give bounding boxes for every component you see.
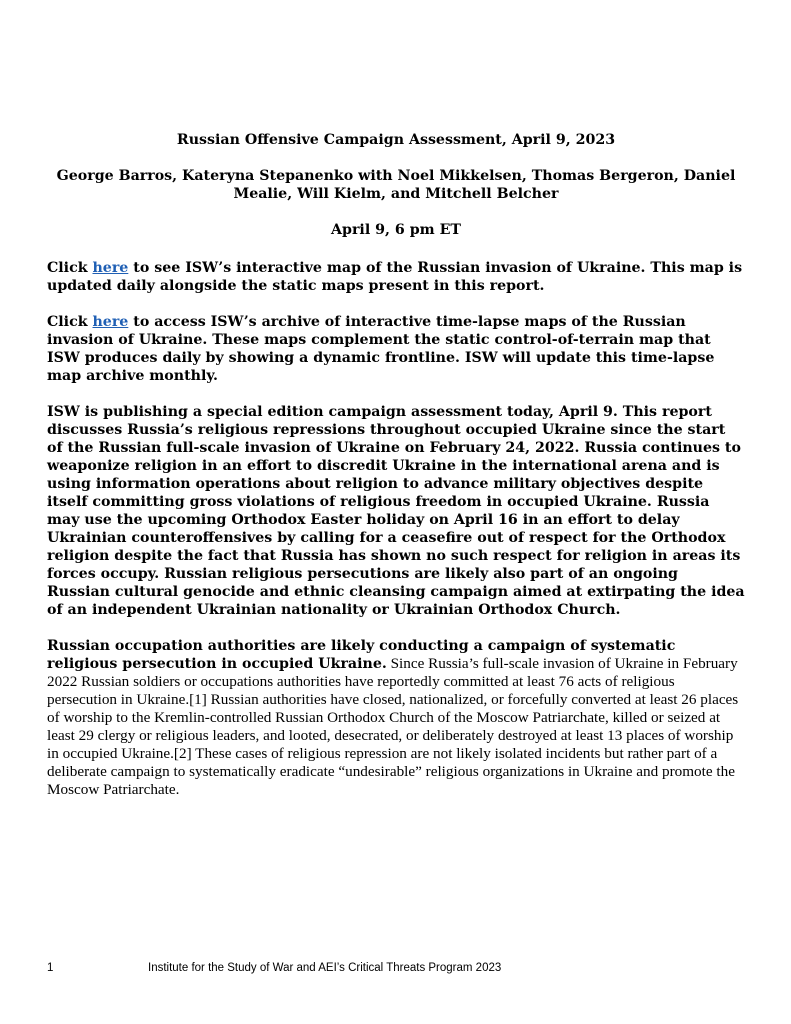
timelapse-archive-paragraph <box>47 313 745 385</box>
report-date: April 9, 6 pm ET <box>331 222 461 238</box>
interactive-map-link[interactable]: here <box>92 260 129 276</box>
summary-paragraph: ISW is publishing a special edition campaign assessment today, April 9. This report discusses Russia’s religious repressions throughout occupied Ukraine since the start of the Russian full-scale invasion of Ukraine on February 24, 2022. Russia continues to weaponize religion in an effort to discredit Ukraine in the international arena and is using information operations about religion to advance military objectives despite itself committing gross violations of religious freedom in occupied Ukraine. Russia may use the upcoming Orthodox Easter holiday on April 16 in an effort to delay Ukrainian counteroffensives by calling for a ceasefire out of respect for the Orthodox religion despite the fact that Russia has shown no such respect for religion in areas its forces occupy. Russian religious persecutions are likely also part of an ongoing Russian cultural genocide and ethnic cleansing campaign aimed at extirpating the idea of an independent Ukrainian nationality or Ukrainian Orthodox Church. <box>47 404 745 618</box>
footer-organization: Institute for the Study of War and AEI’s Critical Threats Program 2023 <box>148 962 502 974</box>
document-page <box>47 131 745 817</box>
report-authors: George Barros, Kateryna Stepanenko with Noel Mikkelsen, Thomas Bergeron, Daniel Mealie, Will Kielm, and Mitchell Belcher <box>56 168 736 202</box>
page-number: 1 <box>47 962 54 974</box>
report-title: Russian Offensive Campaign Assessment, April 9, 2023 <box>176 132 616 148</box>
persecution-paragraph <box>47 637 745 799</box>
click-prefix: Click <box>47 260 93 276</box>
interactive-map-text: to see ISW’s interactive map of the Russian invasion of Ukraine. This map is updated daily alongside the static maps present in this report. <box>47 260 743 294</box>
persecution-body: Since Russia’s full-scale invasion of Ukraine in February 2022 Russian soldiers or occupations authorities have reportedly committed at least 76 acts of religious persecution in Ukraine.[1] Russian authorities have closed, nationalized, or forcefully converted at least 26 places of worship to the Kremlin-controlled Russian Orthodox Church of the Moscow Patriarchate, killed or seized at least 29 clergy or religious leaders, and looted, desecrated, or deliberately destroyed at least 13 places of worship in occupied Ukraine.[2] These cases of religious repression are not likely isolated incidents but rather part of a deliberate campaign to systematically eradicate “undesirable” religious organizations in Ukraine and promote the Moscow Patriarchate. <box>47 655 739 798</box>
click-prefix: Click <box>47 314 93 330</box>
timelapse-archive-link[interactable]: here <box>92 314 129 330</box>
interactive-map-paragraph <box>47 259 745 295</box>
persecution-lead: Russian occupation authorities are likely conducting a campaign of systematic religious persecution in occupied Ukraine. <box>47 638 676 672</box>
timelapse-archive-text: to access ISW’s archive of interactive time-lapse maps of the Russian invasion of Ukraine. These maps complement the static control-of-terrain map that ISW produces daily by showing a dynamic frontline. ISW will update this time-lapse map archive monthly. <box>47 314 715 384</box>
